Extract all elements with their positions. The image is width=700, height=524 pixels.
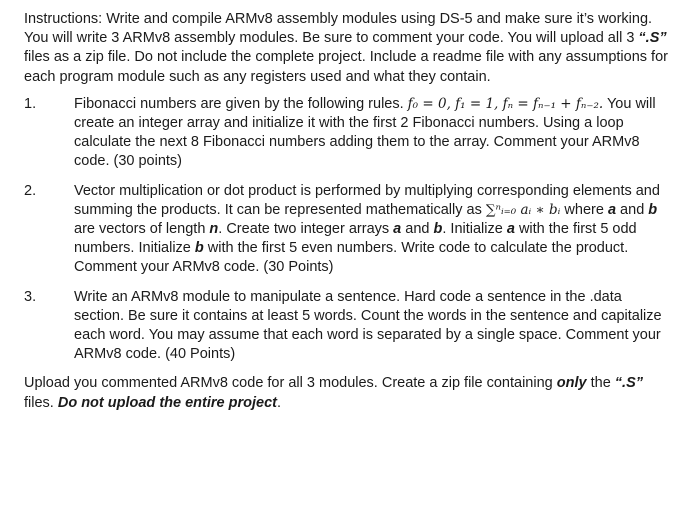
list-item xyxy=(24,288,668,365)
upload-instructions xyxy=(24,374,668,412)
assignment-document xyxy=(24,10,668,413)
s-files-emphasis: “.S” xyxy=(614,375,643,392)
item-text-part: with the first 5 odd numbers. Initialize xyxy=(74,221,637,257)
outro-text: files. xyxy=(24,394,58,411)
item-text xyxy=(74,182,668,278)
list-item xyxy=(24,95,668,172)
vector-a-label: a xyxy=(393,221,402,238)
item-number: 2. xyxy=(24,182,37,199)
instructions-text-end: files as a zip file. Do not include the complete project. Include a readme file with any assumptions for each program module such as any registers used and what they contain. xyxy=(24,49,668,85)
instructions-paragraph xyxy=(24,10,668,87)
do-not-upload-emphasis: Do not upload the entire project xyxy=(57,394,277,411)
instructions-text: Instructions: Write and compile ARMv8 assembly modules using DS-5 and make sure it’s working. You will write 3 ARMv8 assembly modules. Be sure to comment your code. You will upload all 3 xyxy=(24,11,653,47)
item-text-part: Fibonacci numbers are given by the following rules. xyxy=(74,95,408,112)
vector-a-label: a xyxy=(607,201,617,218)
item-text-part: You will create an integer array and initialize it with the first 2 Fibonacci numbers. Using a loop calculate the next 8 Fibonacci numbers adding them to the array. Comment your ARMv8 code. (30 points) xyxy=(74,95,656,170)
item-number: 1. xyxy=(24,95,37,112)
dot-product-formula: ∑ⁿᵢ₌₀ aᵢ ∗ bᵢ xyxy=(485,201,561,218)
item-number: 3. xyxy=(24,288,37,305)
outro-text: Upload you commented ARMv8 code for all 3 modules. Create a zip file containing xyxy=(24,375,557,392)
vector-b-label: b xyxy=(648,201,658,218)
outro-text: . xyxy=(276,394,281,411)
length-n-label: n xyxy=(209,221,219,238)
item-text-part: . Create two integer arrays xyxy=(218,221,394,238)
item-text-part: with the first 5 even numbers. Write code to calculate the product. Comment your ARMv8 code. (30 Points) xyxy=(74,240,629,276)
item-text-part: Vector multiplication or dot product is performed by multiplying corresponding elements and summing the products. It can be represented mathematically as xyxy=(74,182,660,218)
item-text-part: are vectors of length xyxy=(74,221,210,238)
vector-a-label: a xyxy=(506,221,515,238)
outro-text: the xyxy=(586,375,615,392)
list-item xyxy=(24,182,668,278)
fibonacci-formula: f₀ = 0, f₁ = 1, fₙ = fₙ₋₁ + fₙ₋₂. xyxy=(407,95,604,112)
s-files-emphasis: “.S” xyxy=(638,30,667,47)
vector-b-label: b xyxy=(433,221,443,238)
item-text-part: . Initialize xyxy=(442,221,507,238)
item-text-part: where xyxy=(560,201,608,218)
item-text-part: and xyxy=(401,221,434,238)
item-text xyxy=(74,95,668,172)
vector-b-label: b xyxy=(194,240,204,257)
item-text: Write an ARMv8 module to manipulate a sentence. Hard code a sentence in the .data section. Be sure it contains at least 5 words. Count the words in the sentence and capitalize each word. You may assume that each word is separated by a single space. Comment your ARMv8 code. (40 Points) xyxy=(74,288,662,363)
only-emphasis: only xyxy=(556,375,587,392)
module-list xyxy=(24,95,668,365)
item-text-part: and xyxy=(616,201,649,218)
